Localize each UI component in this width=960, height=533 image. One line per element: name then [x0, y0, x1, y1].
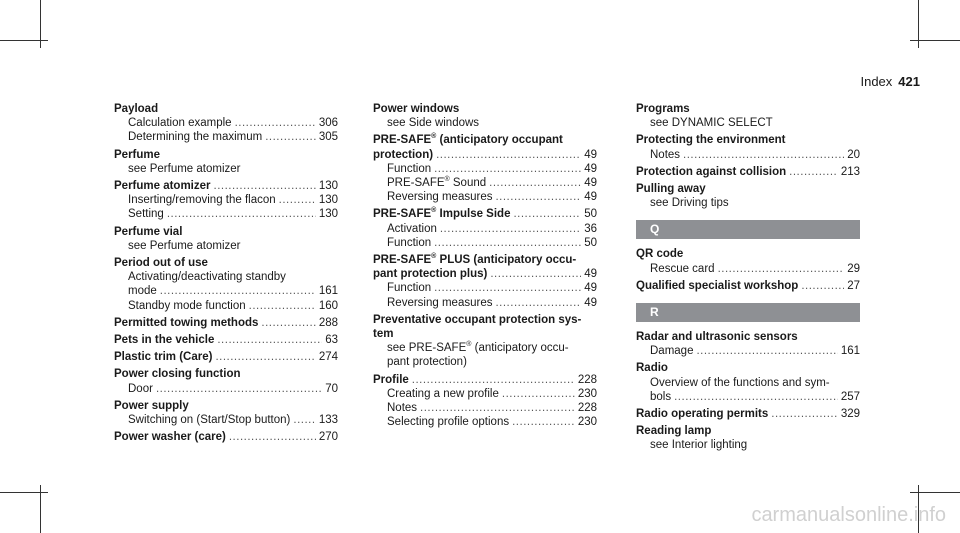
see-reference[interactable]: see Driving tips: [650, 197, 729, 210]
sub-entry[interactable]: Reversing measures ..... 49: [373, 190, 597, 204]
sub-entry[interactable]: Determining the maximum ..... 305: [114, 130, 338, 144]
entry-heading: QR code: [636, 248, 684, 261]
sub-entry[interactable]: Rescue card ..... 29: [636, 262, 860, 276]
entry-heading: tem: [373, 328, 394, 341]
sub-entry[interactable]: mode ..... 161: [114, 284, 338, 298]
see-reference[interactable]: pant protection): [387, 356, 467, 369]
index-column-3: [636, 102, 860, 456]
sub-entry[interactable]: Calculation example ..... 306: [114, 116, 338, 130]
entry-perfume-atomizer: [114, 179, 338, 222]
entry-reading-lamp: [636, 424, 860, 452]
section-header-r: R: [636, 303, 860, 322]
entry-heading: Perfume: [114, 148, 161, 161]
watermark: carmanualsonline.info: [751, 504, 946, 526]
sub-entry[interactable]: Damage ..... 161: [636, 344, 860, 358]
sub-entry[interactable]: PRE-SAFE® Sound ..... 49: [373, 176, 597, 190]
entry-pre-safe-plus: [373, 253, 597, 310]
entry-programs: [636, 102, 860, 130]
entry-power-closing: [114, 367, 338, 395]
entry-radar-sensors: [636, 330, 860, 358]
entry-heading: Programs: [636, 103, 690, 115]
entry-heading-row[interactable]: Radio operating permits ..... 329: [636, 407, 860, 421]
section-header-q: Q: [636, 220, 860, 239]
crop-mark: [910, 492, 960, 493]
entry-heading: PRE-SAFE® (anticipatory occupant: [373, 133, 563, 147]
entry-plastic-trim: [114, 350, 338, 364]
entry-heading-row[interactable]: Perfume atomizer ..... 130: [114, 179, 338, 193]
entry-power-washer: [114, 430, 338, 444]
see-reference[interactable]: see Perfume atomizer: [128, 162, 241, 175]
entry-pre-safe-impulse: [373, 207, 597, 250]
entry-protecting-environment: [636, 133, 860, 161]
page-header: [810, 74, 920, 89]
entry-pre-safe: [373, 133, 597, 204]
entry-heading: Radar and ultrasonic sensors: [636, 331, 798, 344]
sub-entry[interactable]: Setting ..... 130: [114, 207, 338, 221]
index-column-2: [373, 102, 597, 432]
sub-entry-text: Activating/deactivating standby: [128, 271, 286, 284]
sub-entry[interactable]: Notes ..... 20: [636, 148, 860, 162]
sub-entry[interactable]: Function ..... 50: [373, 236, 597, 250]
entry-heading-row[interactable]: Protection against collision ..... 213: [636, 165, 860, 179]
entry-qr-code: [636, 247, 860, 275]
sub-entry[interactable]: Creating a new profile ..... 230: [373, 387, 597, 401]
entry-payload: [114, 102, 338, 145]
entry-heading: Period out of use: [114, 257, 208, 270]
sub-entry[interactable]: Standby mode function ..... 160: [114, 299, 338, 313]
entry-heading-row[interactable]: protection) ..... 49: [373, 148, 597, 162]
entry-heading-row[interactable]: Qualified specialist workshop ..... 27: [636, 279, 860, 293]
sub-entry-text: Overview of the functions and sym-: [650, 376, 830, 389]
see-reference[interactable]: see PRE-SAFE® (anticipatory occu-: [387, 341, 569, 355]
see-reference[interactable]: see Interior lighting: [650, 439, 748, 452]
entry-profile: [373, 373, 597, 430]
entry-heading: Power supply: [114, 399, 189, 412]
crop-mark: [910, 40, 960, 41]
sub-entry[interactable]: Notes ..... 228: [373, 401, 597, 415]
sub-entry[interactable]: Inserting/removing the flacon ..... 130: [114, 193, 338, 207]
page-number: 421: [898, 74, 920, 89]
entry-heading-row[interactable]: pant protection plus) ..... 49: [373, 267, 597, 281]
entry-heading-row[interactable]: Permitted towing methods ..... 288: [114, 316, 338, 330]
sub-entry[interactable]: Function ..... 49: [373, 162, 597, 176]
entry-heading: Preventative occupant protection sys-: [373, 313, 582, 326]
entry-heading: Protecting the environment: [636, 134, 786, 147]
entry-heading-row[interactable]: Plastic trim (Care) ..... 274: [114, 350, 338, 364]
see-reference[interactable]: see Perfume atomizer: [128, 239, 241, 252]
entry-heading: Radio: [636, 362, 668, 375]
see-reference[interactable]: see Side windows: [387, 117, 480, 130]
entry-heading-row[interactable]: Pets in the vehicle ..... 63: [114, 333, 338, 347]
crop-mark: [0, 40, 48, 41]
entry-heading: PRE-SAFE® PLUS (anticipatory occu-: [373, 253, 577, 267]
entry-protection-collision: [636, 165, 860, 179]
sub-entry[interactable]: Activation ..... 36: [373, 222, 597, 236]
sub-entry[interactable]: Reversing measures ..... 49: [373, 296, 597, 310]
entry-power-windows: [373, 102, 597, 130]
entry-heading-row[interactable]: Profile ..... 228: [373, 373, 597, 387]
entry-pulling-away: [636, 182, 860, 210]
sub-entry[interactable]: Function ..... 49: [373, 281, 597, 295]
crop-mark: [0, 492, 48, 493]
entry-period-out-of-use: [114, 256, 338, 313]
entry-pets: [114, 333, 338, 347]
entry-heading-row[interactable]: PRE-SAFE® Impulse Side ..... 50: [373, 207, 597, 221]
sub-entry[interactable]: Door ..... 70: [114, 382, 338, 396]
entry-heading: Power windows: [373, 103, 460, 115]
entry-heading: Pulling away: [636, 183, 706, 196]
entry-heading: Power closing function: [114, 368, 241, 381]
see-reference[interactable]: see DYNAMIC SELECT: [650, 117, 773, 130]
entry-radio: [636, 361, 860, 404]
index-column-1: [114, 102, 338, 447]
entry-heading: Reading lamp: [636, 425, 712, 438]
entry-radio-permits: [636, 407, 860, 421]
entry-towing: [114, 316, 338, 330]
entry-power-supply: [114, 399, 338, 427]
entry-qualified-specialist: [636, 279, 860, 293]
header-title: Index: [860, 74, 893, 89]
sub-entry[interactable]: Selecting profile options ..... 230: [373, 415, 597, 429]
entry-preventative: [373, 313, 597, 370]
entry-heading: Perfume vial: [114, 225, 183, 238]
entry-perfume-vial: [114, 225, 338, 253]
entry-heading: Payload: [114, 103, 159, 115]
sub-entry[interactable]: Switching on (Start/Stop button) ..... 133: [114, 413, 338, 427]
entry-perfume: [114, 148, 338, 176]
entry-heading-row[interactable]: Power washer (care) ..... 270: [114, 430, 338, 444]
sub-entry[interactable]: bols ..... 257: [636, 390, 860, 404]
